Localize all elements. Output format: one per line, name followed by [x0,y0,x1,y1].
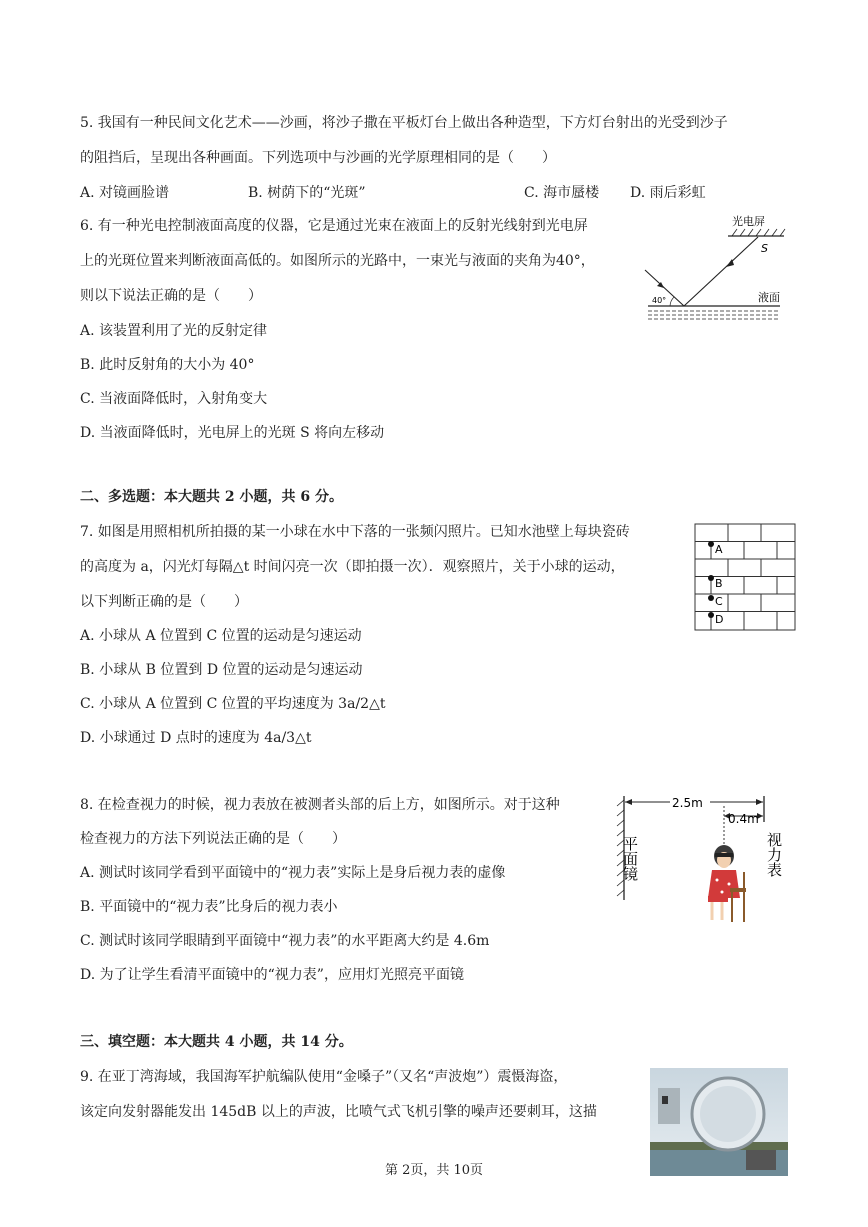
q7-option-b: B. 小球从 B 位置到 D 位置的运动是匀速运动 [80,662,363,678]
q8-option-c: C. 测试时该同学眼睛到平面镜中“视力表”的水平距离大约是 4.6m [80,933,490,949]
q8-option-b: B. 平面镜中的“视力表”比身后的视力表小 [80,899,338,915]
q6-stem-line2: 上的光斑位置来判断液面高低的。如图所示的光路中，一束光与液面的夹角为40°， [80,253,595,269]
seated-student-figure [708,845,746,922]
distance-2-label: 0.4m [728,812,759,826]
q8-stem-line1: 8. 在检查视力的时候，视力表放在被测者头部的后上方，如图所示。对于这种 [80,797,560,813]
ball-position-b [708,575,714,581]
label-c: C [715,595,723,608]
q8-option-a: A. 测试时该同学看到平面镜中的“视力表”实际上是身后视力表的虚像 [80,865,506,881]
q7-stem-line1: 7. 如图是用照相机所拍摄的某一小球在水中下落的一张频闪照片。已知水池壁上每块瓷砖 [80,524,630,540]
q7-option-c: C. 小球从 A 位置到 C 位置的平均速度为 3a/2△t [80,696,386,712]
q5-option-d: D. 雨后彩虹 [630,185,706,201]
q8-eye-test-figure [612,792,792,932]
label-a: A [715,543,723,556]
q7-stem-line2: 的高度为 a，闪光灯每隔△t 时间闪亮一次（即拍摄一次）．观察照片，关于小球的运动， [80,559,625,575]
q6-option-c: C. 当液面降低时，入射角变大 [80,391,268,407]
incident-arrow-icon [657,282,664,288]
q5-stem-line1: 5. 我国有一种民间文化艺术——沙画，将沙子撒在平板灯台上做出各种造型，下方灯台射出的光受到沙子 [80,115,728,131]
reflected-ray [684,237,758,306]
angle-label: 40° [652,296,667,305]
chart-label: 视力表 [765,832,783,877]
q7-option-d: D. 小球通过 D 点时的速度为 4a/3△t [80,730,312,746]
q5-option-c: C. 海市蜃楼 [524,185,600,201]
label-b: B [715,577,723,590]
q5-option-b: B. 树荫下的“光斑” [248,185,366,201]
mirror-label: 平面镜 [621,836,639,881]
section-3-heading: 三、填空题：本大题共 4 小题，共 14 分。 [80,1034,353,1050]
surface-label: 液面 [758,291,780,304]
screen-label: 光电屏 [732,215,765,228]
q6-light-path-figure [640,212,790,324]
ball-position-a [708,541,714,547]
dist-arrow-right-icon [756,799,763,805]
q9-stem-line1: 9. 在亚丁湾海域，我国海军护航编队使用“金嗓子”（又名“声波炮”）震慑海盗， [80,1069,568,1085]
q7-brick-wall-figure [694,523,796,633]
q6-stem-line1: 6. 有一种光电控制液面高度的仪器，它是通过光束在液面上的反射光线射到光电屏 [80,218,588,234]
distance-1-label: 2.5m [672,796,703,810]
page-footer: 第 2页，共 10页 [384,1163,484,1178]
section-2-heading: 二、多选题：本大题共 2 小题，共 6 分。 [80,489,343,505]
q6-stem-line3: 则以下说法正确的是（ ） [80,288,262,304]
q7-option-a: A. 小球从 A 位置到 C 位置的运动是匀速运动 [80,628,362,644]
ball-position-c [708,595,714,601]
label-d: D [715,613,724,626]
q7-stem-line3: 以下判断正确的是（ ） [80,594,248,610]
dist-arrow-left-icon [625,799,632,805]
q5-option-a: A. 对镜画脸谱 [80,185,170,201]
q6-option-d: D. 当液面降低时，光电屏上的光斑 S 将向左移动 [80,425,385,441]
q8-option-d: D. 为了让学生看清平面镜中的“视力表”，应用灯光照亮平面镜 [80,967,464,983]
q6-option-b: B. 此时反射角的大小为 40° [80,357,255,373]
q9-stem-line2: 该定向发射器能发出 145dB 以上的声波，比喷气式飞机引擎的噪声还要刺耳，这描 [80,1104,597,1120]
ball-position-d [708,612,714,618]
q8-stem-line2: 检查视力的方法下列说法正确的是（ ） [80,831,346,847]
spot-label: S [761,242,768,255]
q5-stem-line2: 的阻挡后，呈现出各种画面。下列选项中与沙画的光学原理相同的是（ ） [80,150,556,166]
q6-option-a: A. 该装置利用了光的反射定律 [80,323,268,339]
